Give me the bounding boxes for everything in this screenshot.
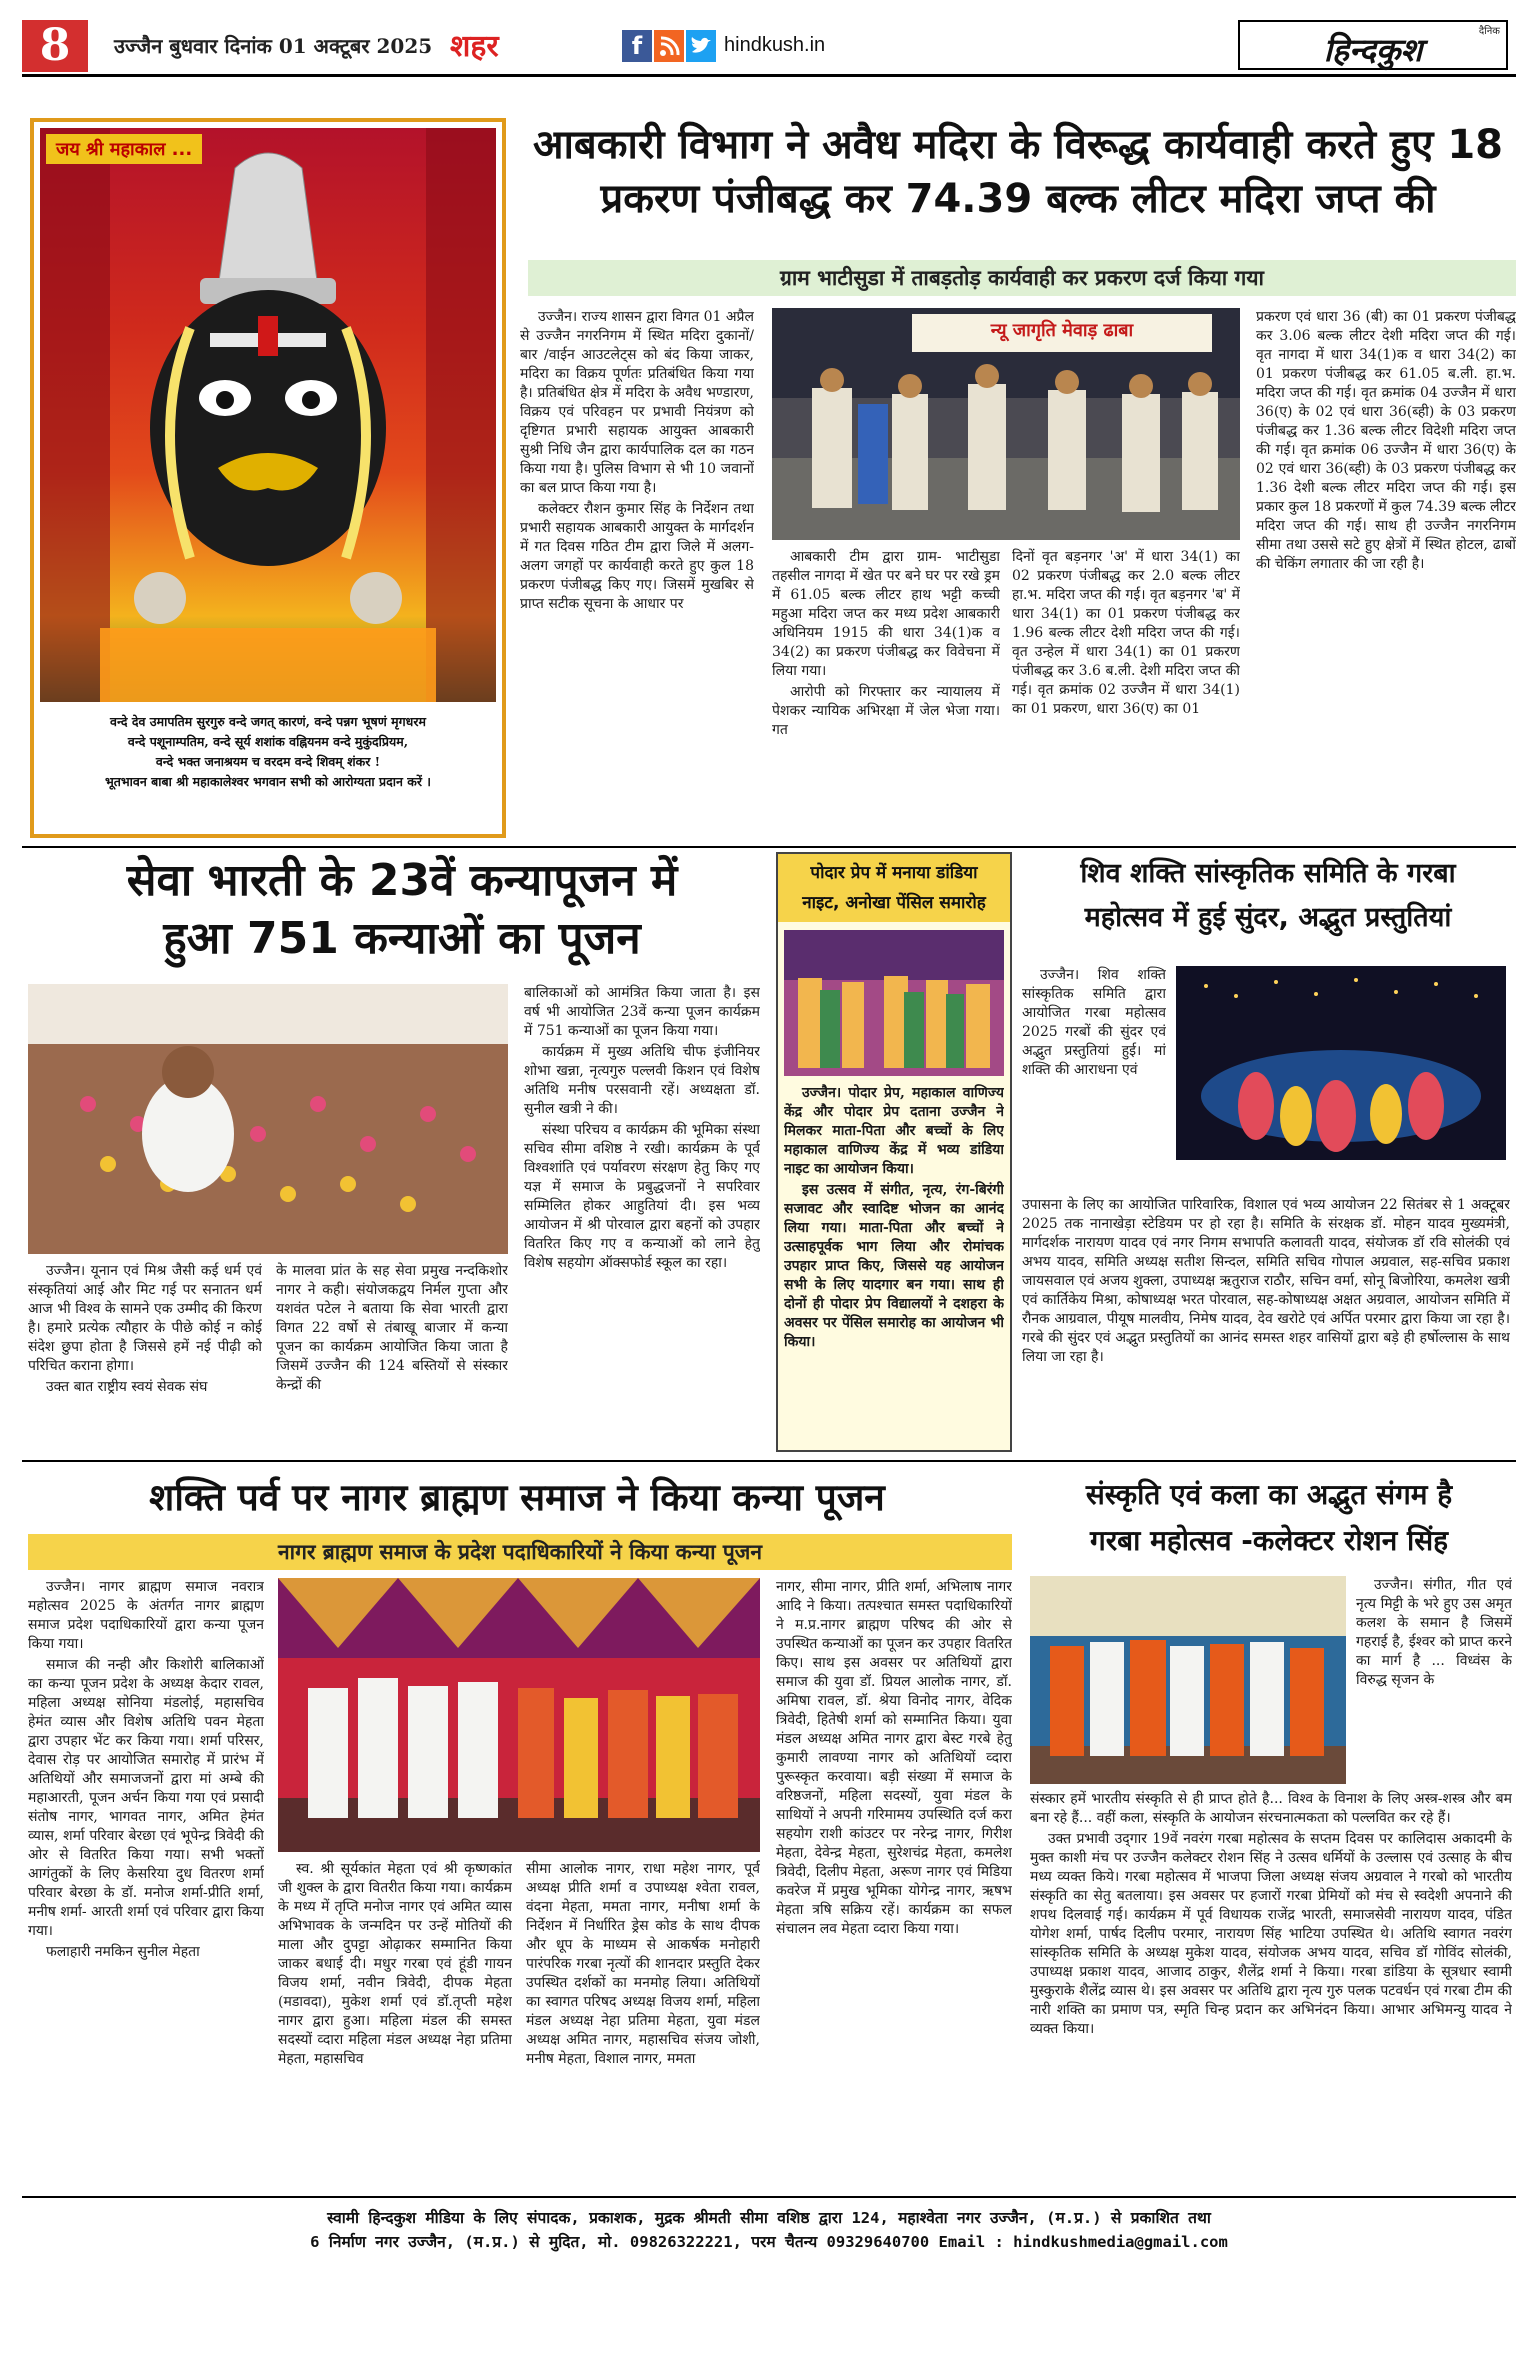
story3-para: इस उत्सव में संगीत, नृत्य, रंग-बिरंगी सजावट और स्वादिष्ट भोजन का आनंद लिया गया। माता-पिता और बच्चों ने उत्साहपूर्वक भाग लिया और रोमांचक उपहार प्राप्त किए, जिससे यह आयोजन सभी के लिए यादगार बन गया। साथ ही दोनों ही पोदार प्रेप विद्यालयों ने दशहरा के अवसर पर पेंसिल समारोह का आयोजन भी किया। (784, 1182, 1004, 1350)
story5-col1-para: उज्जैन। नागर ब्राह्मण समाज नवरात्र महोत्सव 2025 के अंतर्गत नागर ब्राह्मण समाज प्रदेश पदाधिकारियों द्वारा कन्या पूजन किया गया। (28, 1579, 264, 1652)
story6-para: उक्त प्रभावी उद्‌गार 19वें नवरंग गरबा महोत्सव के सप्तम दिवस पर कालिदास अकादमी के मुक्त काशी मंच पर उज्जैन कलेक्टर रोशन सिंह ने उत्सव धर्मियों के उल्लास एवं उत्साह के बीच मध्य व्यक्त किये। गरबा महोत्सव में भाजपा जिला अध्यक्ष संजय अग्रवाल ने गरबो को भारतीय संस्कृति का सेतु बतलाया। इस अवसर पर हजारों गरबा प्रेमियों को मंच से स्वदेशी अपनाने की शपथ दिलवाई गई। कार्यक्रम में पूर्व विधायक राजेंद्र भारती, समाजसेवी नारायण यादव, पंडित योगेश शर्मा, पार्षद दिलीप परमार, नारायण सिंह भाटिया उपस्थित थे। अतिथि स्वागत नवरंग सांस्कृतिक समिति के अध्यक्ष मुकेश यादव, संयोजक अभय यादव, सचिव डॉ गोविंद सोलंकी, उपाध्यक्ष प्रकाश यादव, आजाद ठाकुर, शैलेंद्र शर्मा ने किया। गरबा डांडिया के सूत्रधार स्वामी मुस्कुराके शैलेंद्र व्यास थे। इस अवसर पर अतिथि द्वारा नृत्य गुरु पलक पटवर्धन एवं गरबा टीम की नारी शक्ति का प्रमाण पत्र, स्मृति चिन्ह प्रदान कर अभिनंदन किया। आभार अभिमन्यु यादव ने व्यक्त किया। (1030, 1831, 1512, 2037)
story2-col1 (28, 1262, 262, 1452)
story6-headline-line2: गरबा महोत्सव -कलेक्टर रोशन सिंह (1089, 1524, 1449, 1557)
rss-icon[interactable] (654, 30, 684, 62)
story3-headline-line2: नाइट, अनोखा पेंसिल समारोह (802, 893, 986, 913)
story4-para: उज्जैन। शिव शक्ति सांस्कृतिक समिति द्वारा आयोजित गरबा महोत्सव 2025 गरबों की सुंदर एवं अद्भुत प्रस्तुतियां हुई। मां शक्ति की आराधना एवं (1022, 967, 1166, 1078)
story1-col4-para: प्रकरण एवं धारा 36 (बी) का 01 प्रकरण पंजीबद्ध कर 3.06 बल्क लीटर देशी मदिरा जप्त की गई। वृत नागदा में धारा 34(1)क व धारा 34(2) का 01 प्रकरण पंजीबद्ध कर 61.05 ब.ली. हा.भ. मदिरा जप्त की गई। वृत क्रमांक 04 उज्जैन में धारा 36(ए) के 02 एवं धारा 36(ब्ही) के 03 प्रकरण पंजीबद्ध कर 1.36 बल्क लीटर विदेशी मदिरा जप्त की गई। वृत क्रमांक 06 उज्जैन में धारा 36(ए) के 02 एवं धारा 36(ब्ही) के 03 प्रकरण पंजीबद्ध कर 1.36 देशी बल्क लीटर मदिरा जप्त की गई। इस प्रकार कुल 18 प्रकरणों में कुल 74.39 बल्क लीटर मदिरा जप्त की गई। साथ ही उज्जैन नगरनिगम सीमा तथा उससे सटे हुए क्षेत्रों में स्थित होटल, ढाबों की चेकिंग लगातार की जा रही है। (1256, 309, 1516, 572)
mahakal-photo (40, 128, 496, 702)
paper-logo (1238, 20, 1508, 70)
story5-col1-para: फलाहारी नमकिन सुनील मेहता (46, 1944, 200, 1960)
story5-col2 (278, 1860, 512, 2178)
story6-photo-illustration (1030, 1576, 1346, 1784)
story2-col1-para: उक्त बात राष्ट्रीय स्वयं सेवक संघ (46, 1379, 208, 1395)
story5-col1-para: समाज की नन्ही और किशोरी बालिकाओं का कन्या पूजन प्रदेश के अध्यक्ष केदार रावल, महिला अध्यक्ष सोनिया मंडलोई, महासचिव हेमंत व्यास और विशेष अतिथि पवन मेहता द्वारा उपहार भेंट कर किया गया। शर्मा परिसर, देवास रोड़ पर आयोजित समारोह में प्रारंभ में अतिथियों और समाजजनों द्वारा मां अम्बे की महाआरती, पूजन अर्चन किया गया एवं प्रसादी संतोष नागर, भागवत नागर, अमित हेमंत व्यास, शर्मा परिवार बेरछा एवं भूपेन्द्र त्रिवेदी की ओर से वितरित किया गया। सभी भक्तों आगंतुकों के लिए केसरिया दुध वितरण शर्मा परिवार बेरछा के डॉ. मनोज शर्मा-प्रीति शर्मा, मनीष शर्मा- आरती शर्मा एवं परिवार द्वारा किया गया। (28, 1657, 264, 1939)
story2-col3-para: संस्था परिचय व कार्यक्रम की भूमिका संस्था सचिव सीमा वशिष्ठ ने रखी। कार्यक्रम के पूर्व विश्वशांति एवं पर्यावरण संरक्षण हेतु किए गए यज्ञ में समाज के प्रबुद्धजनों ने सपरिवार सम्मिलित होकर आहुतियां दी। इस भव्य आयोजन में श्री पोरवाल द्वारा बहनों को उपहार वितरित किए गए व कन्याओं को लाने हेतु विशेष सहयोग ऑक्सफोर्ड स्कूल का रहा। (524, 1122, 760, 1271)
story4-headline (1020, 852, 1516, 940)
paper-tag: दैनिक (1478, 26, 1500, 37)
story3-photo (784, 930, 1004, 1076)
story1-col3-para: दिनों वृत बड़नगर 'अ' में धारा 34(1) का 02 प्रकरण पंजीबद्ध कर 2.0 बल्क लीटर हा.भ. मदिरा जप्त की गई। वृत बड़नगर 'ब' में धारा 34(1) का 01 प्रकरण पंजीबद्ध कर 1.96 बल्क लीटर देशी मदिरा जप्त की गई। वृत उन्हेल में धारा 34(1) का 01 प्रकरण पंजीबद्ध कर 3.6 ब.ली. देशी मदिरा जप्त की गई। वृत क्रमांक 02 उज्जैन में धारा 34(1) का 01 प्रकरण, धारा 36(ए) का 01 (1012, 549, 1240, 717)
story5-subhead: नागर ब्राह्मण समाज के प्रदेश पदाधिकारियों ने किया कन्या पूजन (28, 1534, 1012, 1570)
story1-col1 (520, 308, 754, 838)
section-title: शहर (450, 29, 499, 64)
imprint-line2: 6 निर्माण नगर उज्जैन, (म.प्र.) से मुदित, मो. 09826322221, परम चैतन्य 09329640700 Email : hindkushmedia@gmail.com (310, 2233, 1228, 2251)
story4-photo-illustration (1176, 966, 1506, 1160)
caption-line: वन्दे देव उमापतिम सुरगुरु वन्दे जगत् कारणं, वन्दे पन्नग भूषणं मृगधरम (110, 714, 426, 729)
story2-col3 (524, 984, 760, 1452)
story2-headline (22, 852, 782, 968)
mahakal-tag: जय श्री महाकाल ... (46, 134, 202, 164)
story2-col2 (276, 1262, 508, 1452)
story4-col-short (1022, 966, 1166, 1194)
story3-headline (778, 854, 1010, 922)
story6-para: संस्कार हमें भारतीय संस्कृति से ही प्राप्त होते है... विश्व के विनाश के लिए अस्त्र-शस्त्र और बम बना रहे हैं... वहीं कला, संस्कृति के आयोजन संरचनात्मकता को पल्लवित कर रहे हैं। (1030, 1791, 1512, 1826)
caption-line: वन्दे भक्त जनाश्रयम च वरदम वन्दे शिवम् शंकर ! (155, 754, 381, 769)
story1-headline-line2: प्रकरण पंजीबद्ध कर 74.39 बल्क लीटर मदिरा जप्त की (600, 176, 1436, 222)
story3-box (776, 852, 1012, 1452)
story2-col1-para: उज्जैन। यूनान एवं मिश्र जैसी कई धर्म एवं संस्कृतियां आई और मिट गई पर सनातन धर्म आज भी विश्व के सामने एक उम्मीद की किरण है। हमारे प्रत्येक त्यौहार के पीछे कोई न कोई संदेश छुपा होता है जिससे हमें नई पीढ़ी को परिचित कराना होगा। (28, 1263, 262, 1374)
story6-headline (1022, 1472, 1516, 1564)
story3-photo-illustration (784, 930, 1004, 1076)
story1-col1-para: उज्जैन। राज्य शासन द्वारा विगत 01 अप्रैल से उज्जैन नगरनिगम में स्थित मदिरा दुकानों/बार /वाईन आउटलेट्स को बंद किया जाकर, मदिरा का विक्रय पूर्णतः प्रतिबंधित किया गया है। प्रतिबंधित क्षेत्र में मदिरा के अवैध भण्डारण, विक्रय एवं परिवहन पर प्रभावी नियंत्रण को दृष्टिगत प्रभारी सहायक आयुक्त आबकारी सुश्री निधि जैन द्वारा कार्यपालिक दल का गठन किया गया है। पुलिस विभाग से भी 10 जवानों का बल प्राप्त किया गया है। (520, 309, 754, 496)
story1-col2-para: आरोपी को गिरफ्तार कर न्यायालय में पेशकर न्यायिक अभिरक्षा में जेल भेजा गया। गत (772, 684, 1000, 738)
story1-col3 (1012, 548, 1240, 838)
story2-col3-para: कार्यक्रम में मुख्य अतिथि चीफ इंजीनियर शोभा खन्ना, नृत्यगुरु पल्लवी किशन एवं विशेष अतिथि मनीष परसवानी रहें। अध्यक्षता डॉ. सुनील खत्री ने की। (524, 1044, 760, 1117)
story2-headline-line1: सेवा भारती के 23वें कन्यापूजन में (126, 855, 678, 906)
story5-col2-para: स्व. श्री सूर्यकांत मेहता एवं श्री कृष्णकांत जी शुक्ल के द्वारा वितरीत किया गया। कार्यक्रम के मध्य में तृप्ति मनोज नागर एवं अमित व्यास अभिभावक के जन्मदिन पर उन्हें मोतियों की माला और दुपट्टा ओढ़ाकर सम्मानित किया जाकर बधाई दी। मधुर गरबा एवं हूंडी गायन विजय शर्मा, नवीन त्रिवेदी, दीपक मेहता (मडावदा), मुकेश शर्मा एवं डॉ.तृप्ती महेश नागर द्वारा हुआ। महिला मंडल की समस्त सदस्यों व्दारा महिला मंडल अध्यक्ष नेहा प्रतिमा मेहता, महासचिव (278, 1861, 512, 2067)
footer-rule (22, 2196, 1516, 2198)
masthead-rule (22, 74, 1516, 77)
story1-photo-sign: न्यू जागृति मेवाड़ ढाबा (990, 320, 1134, 341)
website-link[interactable]: hindkush.in (724, 34, 826, 56)
mahakal-illustration (40, 128, 496, 702)
divider (22, 1460, 1516, 1462)
story4-col-long (1022, 1196, 1510, 1452)
story5-col4-para: नागर, सीमा नागर, प्रीति शर्मा, अभिलाष नागर आदि ने किया। तत्पश्चात समस्त पदाधिकारियों ने म.प्र.नागर ब्राह्मण परिषद की ओर से उपस्थित कन्याओं का पूजन कर उपहार वितरित किए। साथ इस अवसर पर अतिथियों द्वारा समाज की युवा डॉ. प्रियल आलोक नागर, डॉ. अमिषा रावल, डॉ. श्रेया विनोद नागर, वेदिक त्रिवेदी, हितेषी शर्मा को सम्मानित किया। युवा मंडल अध्यक्ष अमित नागर द्वारा बेस्ट गरबे हेतु कुमारी लावण्या नागर को अतिथियों व्दारा पुरूस्कृत करवाया। बड़ी संख्या में समाज के वरिष्ठजनों, महिला सदस्यों, युवा मंडल के साथियों ने अपनी गरिमामय उपस्थिति दर्ज करा सहयोग राशी कांउटर पर नरेन्द्र नागर, गिरीश मेहता, देवेन्द्र मेहता, सुरेशचंद्र मेहता, कमलेश त्रिवेदी, दिलीप मेहता, अरूण नागर एवं मिडिया कवरेज में प्रमुख भूमिका योगेन्द्र नागर, ऋषभ मेहता त्रषि सक्रिय रहें। कार्यक्रम का सफल संचालन लव मेहता व्दारा किया गया। (776, 1579, 1012, 1937)
story1-col4 (1256, 308, 1516, 838)
story1-subhead: ग्राम भाटीसुडा में ताबड़तोड़ कार्यवाही कर प्रकरण दर्ज किया गया (528, 260, 1516, 296)
imprint-line1: स्वामी हिन्दकुश मीडिया के लिए संपादक, प्रकाशक, मुद्रक श्रीमती सीमा वशिष्ठ द्वारा 124, महाश्वेता नगर उज्जैन, (म.प्र.) से प्रकाशित तथा (327, 2209, 1211, 2227)
page-number: 8 (22, 20, 88, 72)
twitter-icon[interactable] (686, 30, 716, 62)
social-icons (622, 30, 722, 62)
story5-photo-illustration (278, 1578, 760, 1852)
paper-name: हिन्दकुश (1323, 31, 1423, 69)
story5-col3 (526, 1860, 760, 2178)
story1-col2-para: आबकारी टीम द्वारा ग्राम- भाटीसुडा तहसील नागदा में खेत पर बने घर पर रखे ड्रम में 61.05 बल्क लीटर हाथ भट्टी कच्ची महुआ मदिरा जप्त कर मध्य प्रदेश आबकारी अधिनियम 1915 की धारा 34(1)क व 34(2) का प्रकरण पंजीबद्ध कर विवेचना में लिया गया। (772, 549, 1000, 679)
story5-col3-para: सीमा आलोक नागर, राधा महेश नागर, पूर्व अध्यक्ष प्रीति शर्मा व उपाध्यक्ष श्वेता रावल, वंदना मेहता, ममता नागर, मनीषा शर्मा के निर्देशन में निर्धारित ड्रेस कोड के साथ दीपक और धूप के माध्यम से आकर्षक मनोहारी पारंपरिक गरबा नृत्यों की शानदार प्रस्तुति देकर उपस्थित दर्शकों का मनमोह लिया। अतिथियों का स्वागत परिषद अध्यक्ष विजय शर्मा, महिला मंडल अध्यक्ष नेहा प्रतिमा मेहता, युवा मंडल अध्यक्ष अमित नागर, महासचिव संजय जोशी, मनीष मेहता, विशाल नागर, ममता (526, 1861, 760, 2067)
caption-line: वन्दे पशूनाम्पतिम, वन्दे सूर्य शशांक वह्नियनम वन्दे मुकुंदप्रियम, (127, 734, 409, 749)
story3-headline-line1: पोदार प्रेप में मनाया डांडिया (810, 863, 978, 883)
divider (22, 846, 1516, 848)
masthead (22, 20, 1516, 72)
story5-col1 (28, 1578, 264, 2178)
story3-para: उज्जैन। पोदार प्रेप, महाकाल वाणिज्य केंद्र और पोदार प्रेप दताना उज्जैन ने मिलकर माता-पिता और बच्चों के लिए महाकाल वाणिज्य केंद्र में भव्य डांडिया नाइट का आयोजन किया। (784, 1085, 1004, 1177)
story2-col2-para: के मालवा प्रांत के सह सेवा प्रमुख नन्दकिशोर नागर ने कही। संयोजकद्वय निर्मल गुप्ता और यशवंत पटेल ने बताया कि सेवा भारती द्वारा विगत 22 वर्षो से तंबाखू बाजार में कन्या पूजन का कार्यक्रम आयोजित किया जाता है जिसमें उज्जैन की 124 बस्तियों से संस्कार केन्द्रों की (276, 1263, 508, 1393)
story1-photo (772, 308, 1240, 540)
imprint (22, 2206, 1516, 2254)
story2-photo (28, 984, 508, 1254)
story4-headline-line2: महोत्सव में हुई सुंदर, अद्भुत प्रस्तुतियां (1084, 902, 1452, 933)
story6-col-long (1030, 1790, 1512, 2178)
story2-col3-para: बालिकाओं को आमंत्रित किया जाता है। इस वर्ष भी आयोजित 23वें कन्या पूजन कार्यक्रम में 751 कन्याओं का पूजन किया गया। (524, 985, 760, 1039)
story5-photo (278, 1578, 760, 1852)
dateline: उज्जैन बुधवार दिनांक 01 अक्टूबर 2025 (114, 34, 433, 58)
story4-para: उपासना के लिए का आयोजित पारिवारिक, विशाल एवं भव्य आयोजन 22 सितंबर से 1 अक्टूबर 2025 तक नानाखेड़ा स्टेडियम पर हो रहा है। समिति के संरक्षक डॉ. मोहन यादव मुख्यमंत्री, मार्गदर्शक नारायण यादव एवं नगर निगम सभापति कलावती यादव, संयोजक डॉ रवि सोलंकी एवं अभय यादव, समिति अध्यक्ष सतीश सिन्दल, समिति सचिव गोपाल अग्रवाल, सह-सचिव प्रकाश जायसवाल एवं अजय शुक्ला, उपाध्यक्ष ऋतुराज राठौर, सचिन वर्मा, सोनू बिजोरिया, कमलेश खत्री एवं कार्तिकेय मिश्रा, कोषाध्यक्ष भरत पोरवाल, सह-कोषाध्यक्ष अक्षत अग्रवाल, आयोजन समिति में रौनक आग्रवाल, पीयूष मालवीय, निमेष यादव, देव खरोटे एवं अर्पित परमार द्वारा किया जा रहा है। गरबे की सुंदर एवं अद्भुत प्रस्तुतियों का आनंद समस्त शहर वासियों द्वारा बड़े ही हर्षोल्लास के साथ लिया जा रहा है। (1022, 1197, 1510, 1365)
story5-col4 (776, 1578, 1012, 2178)
story6-col-short (1356, 1576, 1512, 1788)
story6-headline-line1: संस्कृति एवं कला का अद्भुत संगम है (1085, 1478, 1453, 1511)
story2-headline-line2: हुआ 751 कन्याओं का पूजन (163, 913, 641, 964)
caption-line: भूतभावन बाबा श्री महाकालेश्वर भगवान सभी को आरोग्यता प्रदान करें । (104, 774, 432, 789)
story1-col1-para: कलेक्टर रौशन कुमार सिंह के निर्देशन तथा प्रभारी सहायक आबकारी आयुक्त के मार्गदर्शन में गत दिवस गठित टीम द्वारा जिले में अलग-अलग जगहों पर कार्यवाही करते हुए कुल 18 प्रकरण पंजीबद्ध किए गए। जिसमें मुखबिर से प्राप्त सटीक सूचना के आधार पर (520, 501, 754, 612)
mahakal-caption (40, 712, 496, 792)
story6-para: उज्जैन। संगीत, गीत एवं नृत्य मिट्टी के भरे हुए उस अमृत कलश के समान है जिसमें गहराई है, ईश्वर को प्राप्त करने का मार्ग है ... विध्वंस के विरुद्ध सृजन के (1356, 1577, 1512, 1688)
story2-photo-illustration (28, 984, 508, 1254)
story3-body (784, 1084, 1004, 1448)
facebook-icon[interactable]: f (622, 30, 652, 62)
story5-headline: शक्ति पर्व पर नागर ब्राह्मण समाज ने किया कन्या पूजन (149, 1476, 885, 1519)
story4-photo (1176, 966, 1506, 1160)
story1-headline (520, 118, 1516, 226)
story1-headline-line1: आबकारी विभाग ने अवैध मदिरा के विरूद्ध कार्यवाही करते हुए 18 (533, 122, 1503, 168)
story4-headline-line1: शिव शक्ति सांस्कृतिक समिति के गरबा (1080, 858, 1456, 889)
story1-col2 (772, 548, 1000, 838)
mahakal-box (30, 118, 506, 838)
story6-photo (1030, 1576, 1346, 1784)
story1-photo-illustration (772, 308, 1240, 540)
